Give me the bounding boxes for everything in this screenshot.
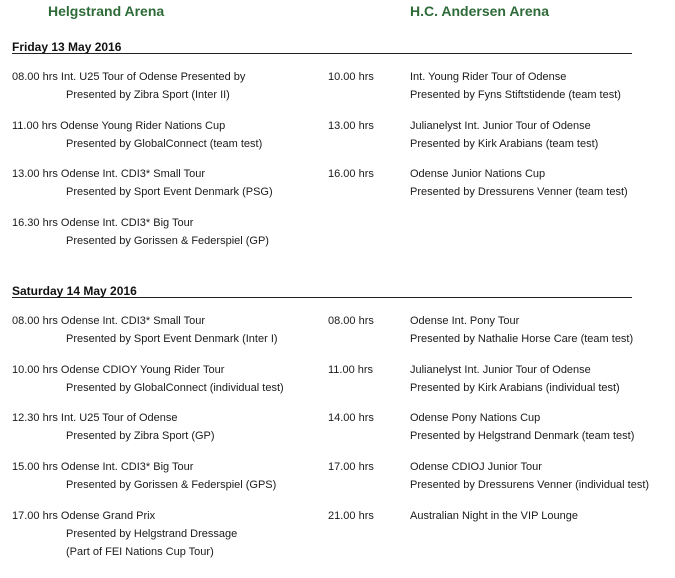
arena-header-hc-andersen: H.C. Andersen Arena — [410, 3, 549, 19]
schedule-row — [0, 411, 675, 451]
right-event-title: Australian Night in the VIP Lounge — [410, 510, 578, 522]
right-event-title: Odense Pony Nations Cup — [410, 412, 541, 424]
left-event-sponsor: Presented by Gorissen & Federspiel (GP) — [66, 235, 269, 247]
right-event-title: Julianelyst Int. Junior Tour of Odense — [410, 120, 591, 132]
day-heading-saturday: Saturday 14 May 2016 — [12, 284, 137, 298]
right-event-sponsor: Presented by Fyns Stiftstidende (team test) — [410, 89, 621, 101]
left-event-sponsor: Presented by GlobalConnect (team test) — [66, 138, 263, 150]
left-event-title: 12.30 hrs Int. U25 Tour of Odense — [12, 412, 178, 424]
right-event-sponsor: Presented by Dressurens Venner (team test) — [410, 186, 628, 198]
arena-header-helgstrand: Helgstrand Arena — [48, 3, 165, 19]
right-event-time: 21.00 hrs — [328, 510, 374, 522]
left-event-sponsor: Presented by GlobalConnect (individual test) — [66, 382, 284, 394]
left-event-title: 17.00 hrs Odense Grand Prix — [12, 510, 156, 522]
left-event-title: 15.00 hrs Odense Int. CDI3* Big Tour — [12, 461, 194, 473]
right-event-time: 11.00 hrs — [328, 364, 374, 376]
left-event-sponsor: Presented by Helgstrand Dressage — [66, 528, 238, 540]
left-event-sponsor: Presented by Gorissen & Federspiel (GPS) — [66, 479, 277, 491]
left-event-sponsor: Presented by Zibra Sport (GP) — [66, 430, 215, 442]
right-event-sponsor: Presented by Kirk Arabians (team test) — [410, 138, 599, 150]
right-event-title: Julianelyst Int. Junior Tour of Odense — [410, 364, 591, 376]
left-event-sponsor: Presented by Sport Event Denmark (PSG) — [66, 186, 273, 198]
left-event-sponsor: Presented by Zibra Sport (Inter II) — [66, 89, 230, 101]
schedule-row — [0, 314, 675, 354]
left-event-title: 08.00 hrs Odense Int. CDI3* Small Tour — [12, 315, 206, 327]
day-heading-friday: Friday 13 May 2016 — [12, 40, 122, 54]
schedule-row — [0, 119, 675, 159]
left-event-title: 13.00 hrs Odense Int. CDI3* Small Tour — [12, 168, 206, 180]
right-event-sponsor: Presented by Nathalie Horse Care (team test) — [410, 333, 634, 345]
left-event-title: 11.00 hrs Odense Young Rider Nations Cup — [12, 120, 226, 132]
schedule-row — [0, 167, 675, 207]
right-event-time: 08.00 hrs — [328, 315, 374, 327]
right-event-title: Int. Young Rider Tour of Odense — [410, 71, 567, 83]
schedule-row — [0, 216, 675, 256]
right-event-time: 14.00 hrs — [328, 412, 374, 424]
right-event-title: Odense Junior Nations Cup — [410, 168, 546, 180]
right-event-sponsor: Presented by Dressurens Venner (individual test) — [410, 479, 650, 491]
schedule-row — [0, 509, 675, 565]
schedule-row — [0, 70, 675, 110]
right-event-time: 17.00 hrs — [328, 461, 374, 473]
right-event-title: Odense CDIOJ Junior Tour — [410, 461, 542, 473]
right-event-sponsor: Presented by Helgstrand Denmark (team test) — [410, 430, 635, 442]
schedule-row — [0, 363, 675, 403]
left-event-title: 08.00 hrs Int. U25 Tour of Odense Presented by — [12, 71, 246, 83]
right-event-time: 13.00 hrs — [328, 120, 374, 132]
left-event-title: 16.30 hrs Odense Int. CDI3* Big Tour — [12, 217, 194, 229]
left-event-note: (Part of FEI Nations Cup Tour) — [66, 546, 214, 558]
day-divider — [12, 297, 632, 298]
day-divider — [12, 53, 632, 54]
left-event-title: 10.00 hrs Odense CDIOY Young Rider Tour — [12, 364, 225, 376]
schedule-row — [0, 460, 675, 500]
right-event-title: Odense Int. Pony Tour — [410, 315, 520, 327]
left-event-sponsor: Presented by Sport Event Denmark (Inter I) — [66, 333, 278, 345]
right-event-time: 10.00 hrs — [328, 71, 374, 83]
right-event-sponsor: Presented by Kirk Arabians (individual test) — [410, 382, 620, 394]
right-event-time: 16.00 hrs — [328, 168, 374, 180]
